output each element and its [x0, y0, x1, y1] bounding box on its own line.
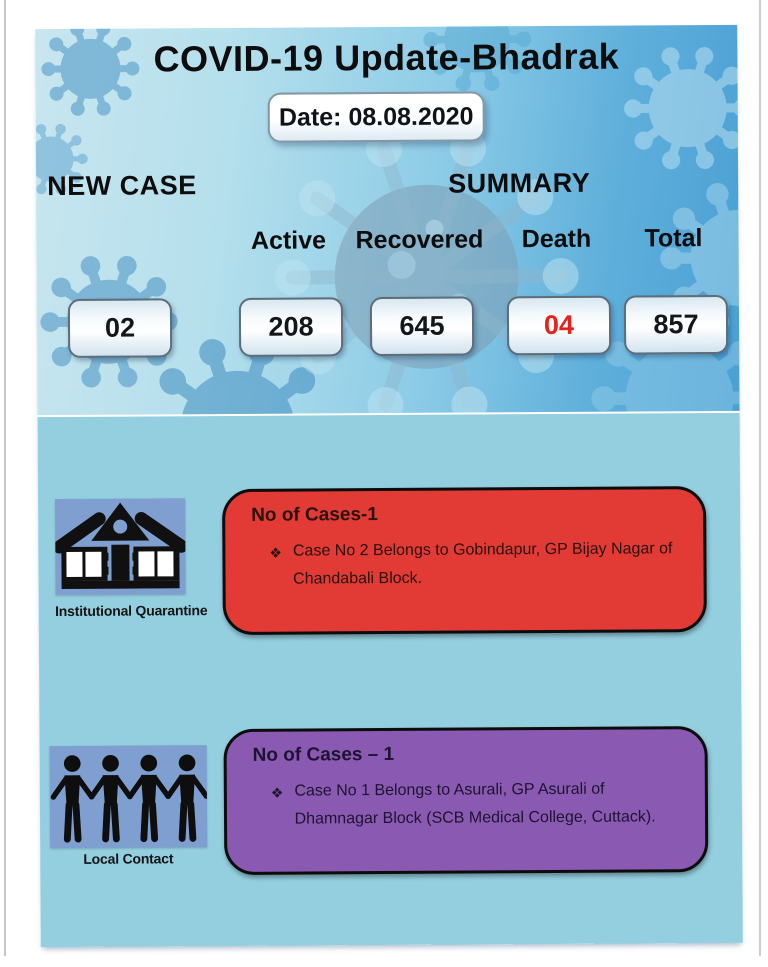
- local-contact-card: [223, 726, 708, 875]
- active-value: 208: [268, 311, 314, 342]
- column-header-recovered: Recovered: [355, 225, 484, 255]
- case-detail-text: Case No 2 Belongs to Gobindapur, GP Bijay Nagar of Chandabali Block.: [292, 540, 673, 588]
- column-header-total: Total: [644, 224, 703, 253]
- house-building-icon: [55, 498, 186, 595]
- death-value: 04: [543, 309, 575, 341]
- local-contact-label: Local Contact: [83, 850, 174, 867]
- card-title: No of Cases – 1: [252, 743, 395, 766]
- people-holding-hands-icon: [50, 745, 208, 848]
- recovered-value-box: [370, 296, 474, 356]
- institutional-quarantine-tile: [55, 498, 186, 595]
- diamond-bullet-icon: ❖: [270, 784, 284, 801]
- death-value-box: [507, 296, 611, 356]
- new-case-value-box: [68, 298, 172, 358]
- infographic-page: [35, 25, 743, 947]
- institutional-quarantine-label: Institutional Quarantine: [55, 602, 208, 620]
- diamond-bullet-icon: ❖: [269, 544, 283, 561]
- local-contact-tile: [50, 745, 208, 848]
- date-badge: [268, 91, 485, 142]
- case-detail-row: [271, 775, 677, 833]
- date-text: Date: 08.08.2020: [278, 101, 474, 132]
- new-case-heading: NEW CASE: [47, 170, 197, 202]
- case-details-section: [38, 413, 743, 947]
- case-detail-row: [269, 535, 675, 593]
- column-header-active: Active: [250, 226, 327, 255]
- card-title: No of Cases-1: [251, 504, 378, 526]
- header-banner: [35, 25, 739, 415]
- institutional-quarantine-card: [222, 486, 707, 635]
- summary-heading: SUMMARY: [448, 167, 591, 199]
- photo-edge-left: [4, 0, 6, 956]
- column-header-death: Death: [521, 224, 592, 254]
- page-title: COVID-19 Update-Bhadrak: [153, 35, 620, 80]
- total-value: 857: [653, 309, 699, 340]
- case-detail-text: Case No 1 Belongs to Asurali, GP Asurali of Dhamnagar Block (SCB Medical College, Cuttack).: [294, 780, 656, 828]
- total-value-box: [624, 295, 728, 355]
- photo-edge-right: [759, 0, 761, 956]
- new-case-value: 02: [104, 312, 136, 343]
- active-value-box: [239, 297, 343, 357]
- recovered-value: 645: [399, 310, 445, 341]
